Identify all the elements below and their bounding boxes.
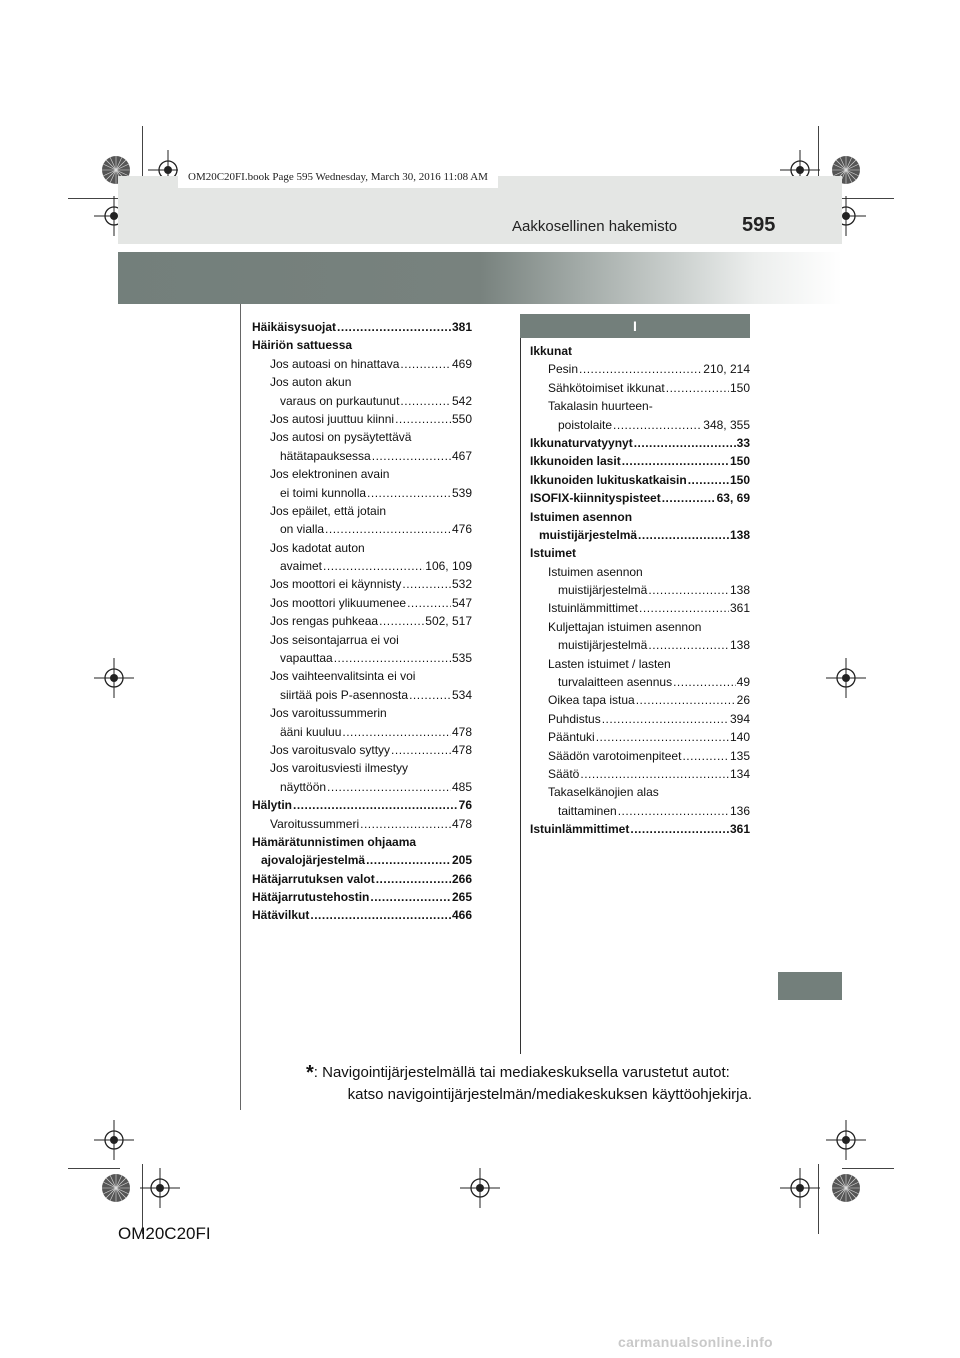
index-entry-text: Takaselkänojien alas [548, 785, 659, 800]
dot-leader [639, 599, 729, 617]
index-entry [252, 704, 472, 722]
dot-leader [310, 906, 451, 924]
index-entry [252, 741, 472, 759]
index-entry-page: 478 [451, 816, 472, 831]
dot-leader [370, 888, 451, 906]
dot-leader [662, 489, 716, 507]
section-tab [778, 972, 842, 1000]
index-entry [252, 410, 472, 428]
index-entry-text: Jos rengas puhkeaa [270, 614, 379, 629]
section-title: Aakkosellinen hakemisto [512, 218, 678, 235]
index-entry-text: vapauttaa [280, 651, 333, 666]
registration-mark-icon [780, 1168, 820, 1208]
dot-leader [293, 796, 458, 814]
dot-leader [337, 318, 451, 336]
index-entry-text: Pääntuki [548, 730, 595, 745]
index-entry-text: Istuinlämmittimet [530, 822, 630, 837]
index-entry-text: Ikkunoiden lukituskatkaisin [530, 472, 687, 487]
index-entry-text: Sähkötoimiset ikkunat [548, 380, 665, 395]
starburst-mark-icon [96, 1168, 136, 1208]
index-entry [252, 815, 472, 833]
index-entry-text: Hätävilkut [252, 908, 310, 923]
index-entry [252, 336, 472, 354]
index-entry-text: ISOFIX-kiinnityspisteet [530, 491, 661, 506]
index-entry [530, 563, 750, 581]
index-entry-page: 138 [729, 638, 750, 653]
book-info-line: OM20C20FI.book Page 595 Wednesday, March 30, 2016 11:08 AM [178, 166, 498, 188]
index-entry [252, 575, 472, 593]
registration-mark-icon [826, 1120, 866, 1160]
dot-leader [630, 820, 729, 838]
index-entry-text: Puhdistus [548, 711, 601, 726]
index-entry [530, 434, 750, 452]
index-entry-text: Pesin [548, 362, 579, 377]
model-code: OM20C20FI [118, 1224, 211, 1243]
index-entry-text: Ikkunoiden lasit [530, 454, 621, 469]
index-entry-text: ääni kuuluu [280, 724, 342, 739]
index-entry [530, 360, 750, 378]
dot-leader [402, 575, 451, 593]
index-column-left [252, 318, 472, 925]
index-entry-text: Jos vaihteenvalitsinta ei voi [270, 669, 416, 684]
index-entry-text: Säädön varotoimenpiteet [548, 748, 682, 763]
index-entry-text: Istuimen asennon [530, 509, 633, 524]
index-entry-page: 33 [736, 435, 750, 450]
index-entry-page: 150 [729, 472, 750, 487]
dot-leader [379, 612, 424, 630]
index-entry-text: Säätö [548, 766, 580, 781]
index-entry-text: avaimet [280, 559, 323, 574]
index-entry-page: 49 [736, 675, 750, 690]
index-entry-text: Häikäisysuojat [252, 319, 337, 334]
index-entry-text: Häiriön sattuessa [252, 338, 353, 353]
index-entry-text: Takalasin huurteen- [548, 399, 653, 414]
index-entry-text: Ikkunat [530, 344, 573, 358]
index-entry-page: 478 [451, 742, 472, 757]
dot-leader [666, 379, 729, 397]
index-entry [252, 759, 472, 777]
dot-leader [323, 557, 424, 575]
page-number: 595 [742, 214, 776, 236]
index-entry [530, 508, 750, 526]
index-entry-text: on vialla [280, 522, 325, 537]
index-entry [530, 489, 750, 507]
index-entry-text: ei toimi kunnolla [280, 485, 367, 500]
dot-leader [673, 673, 736, 691]
dot-leader [409, 686, 451, 704]
registration-mark-icon [826, 658, 866, 698]
index-entry-page: 361 [729, 601, 750, 616]
dot-leader [391, 741, 451, 759]
index-entry-page: 467 [451, 448, 472, 463]
registration-mark-icon [460, 1168, 500, 1208]
index-entry-page: 134 [729, 766, 750, 781]
index-column-right [530, 342, 750, 839]
dot-leader [366, 851, 451, 869]
index-entry [252, 833, 472, 851]
site-watermark: carmanualsonline.info [618, 1334, 773, 1350]
dot-leader [342, 723, 451, 741]
index-entry-page: 550 [451, 411, 472, 426]
index-entry-text: Jos varoitusviesti ilmestyy [270, 761, 409, 776]
index-entry-page: 76 [458, 798, 472, 813]
index-entry-text: poistolaite [558, 417, 613, 432]
index-entry [252, 520, 472, 538]
starburst-mark-icon [826, 1168, 866, 1208]
index-entry-text: muistijärjestelmä [558, 638, 648, 653]
index-entry-text: siirtää pois P-asennosta [280, 687, 409, 702]
dot-leader [648, 636, 729, 654]
index-entry-page: 348, 355 [703, 417, 750, 432]
index-entry [252, 539, 472, 557]
index-entry-text: Ikkunaturvatyynyt [530, 435, 633, 450]
index-entry-text: Jos epäilet, että jotain [270, 503, 387, 518]
dot-leader [407, 594, 451, 612]
dot-leader [638, 526, 729, 544]
index-entry [530, 765, 750, 783]
index-entry-text: varaus on purkautunut [280, 393, 400, 408]
index-entry [252, 888, 472, 906]
dot-leader [579, 360, 702, 378]
index-entry [252, 723, 472, 741]
index-entry [252, 907, 472, 925]
index-entry [252, 465, 472, 483]
index-entry [530, 599, 750, 617]
index-entry-page: 381 [451, 319, 472, 334]
index-entry-text: Hätäjarrutustehostin [252, 890, 370, 905]
index-entry-text: Hämärätunnistimen ohjaama [252, 834, 417, 849]
index-entry-page: 469 [451, 356, 472, 371]
index-entry-page: 138 [729, 583, 750, 598]
dot-leader [334, 649, 451, 667]
dot-leader [602, 710, 729, 728]
registration-mark-icon [94, 1120, 134, 1160]
index-entry-text: Istuimen asennon [548, 564, 643, 579]
index-entry-page: 135 [729, 748, 750, 763]
index-entry [530, 655, 750, 673]
index-entry-text: Kuljettajan istuimen asennon [548, 619, 702, 634]
index-entry-text: Istuimet [530, 546, 577, 561]
index-entry-page: 476 [451, 522, 472, 537]
index-entry [530, 618, 750, 636]
column-divider [520, 338, 521, 1054]
index-entry [530, 526, 750, 544]
index-entry-text: Hätäjarrutuksen valot [252, 871, 375, 886]
index-entry [530, 636, 750, 654]
index-entry-page: 539 [451, 485, 472, 500]
index-entry-text: Jos moottori ei käynnisty [270, 577, 402, 592]
footnote [306, 1062, 752, 1105]
index-entry [252, 557, 472, 575]
index-entry-text: Jos varoitusvalo syttyy [270, 742, 391, 757]
dot-leader [613, 416, 702, 434]
header-gradient-bar [118, 252, 842, 304]
index-entry [530, 728, 750, 746]
dot-leader [618, 802, 729, 820]
index-entry [530, 691, 750, 709]
index-entry-page: 210, 214 [703, 362, 750, 377]
index-entry [530, 802, 750, 820]
index-entry-text: Jos auton akun [270, 375, 352, 390]
index-entry-page: 394 [729, 711, 750, 726]
index-entry [252, 594, 472, 612]
index-entry-page: 106, 109 [425, 559, 472, 574]
index-entry [252, 428, 472, 446]
index-entry-page: 140 [729, 730, 750, 745]
index-entry-text: hätätapauksessa [280, 448, 371, 463]
index-entry-text: Oikea tapa istua [548, 693, 635, 708]
index-entry [252, 686, 472, 704]
letter-header: I [520, 314, 750, 338]
index-entry-page: 547 [451, 595, 472, 610]
index-entry-text: turvalaitteen asennus [558, 675, 673, 690]
index-entry [530, 471, 750, 489]
index-entry-text: Hälytin [252, 798, 293, 813]
dot-leader [596, 728, 729, 746]
index-entry-text: Jos autosi on pysäytettävä [270, 430, 412, 445]
index-entry [252, 392, 472, 410]
index-entry-text: muistijärjestelmä [558, 583, 648, 598]
dot-leader [327, 778, 451, 796]
index-entry-text: Jos varoitussummerin [270, 706, 387, 721]
dot-leader [636, 691, 736, 709]
dot-leader [367, 484, 451, 502]
index-entry-page: 136 [729, 803, 750, 818]
index-entry-text: Varoitussummeri [270, 816, 360, 831]
index-entry [530, 747, 750, 765]
index-entry-page: 535 [451, 651, 472, 666]
dot-leader [376, 870, 451, 888]
dot-leader [682, 747, 729, 765]
index-entry-page: 138 [729, 527, 750, 542]
index-entry [530, 379, 750, 397]
index-entry-page: 485 [451, 779, 472, 794]
index-entry-page: 150 [729, 380, 750, 395]
index-entry-page: 266 [451, 871, 472, 886]
dot-leader [634, 434, 736, 452]
index-entry-page: 361 [729, 822, 750, 837]
index-entry [252, 851, 472, 869]
index-entry [252, 778, 472, 796]
index-entry [530, 452, 750, 470]
index-entry [252, 870, 472, 888]
index-entry [252, 796, 472, 814]
index-entry-page: 265 [451, 890, 472, 905]
index-entry-text: Jos seisontajarrua ei voi [270, 632, 399, 647]
index-entry [252, 502, 472, 520]
index-entry [530, 544, 750, 562]
index-entry [252, 447, 472, 465]
index-entry [252, 355, 472, 373]
index-entry-text: Jos kadotat auton [270, 540, 365, 555]
index-entry-text: näyttöön [280, 779, 327, 794]
index-entry-text: taittaminen [558, 803, 617, 818]
dot-leader [325, 520, 451, 538]
footnote-star: * [306, 1062, 314, 1084]
index-entry-page: 542 [451, 393, 472, 408]
index-entry [252, 612, 472, 630]
dot-leader [622, 452, 729, 470]
index-entry-text: muistijärjestelmä [539, 527, 638, 542]
index-entry [252, 484, 472, 502]
index-entry [252, 373, 472, 391]
dot-leader [400, 392, 451, 410]
index-entry [530, 673, 750, 691]
index-entry [530, 397, 750, 415]
index-entry-page: 478 [451, 724, 472, 739]
index-entry-page: 502, 517 [425, 614, 472, 629]
index-entry-text: Jos moottori ylikuumenee [270, 595, 407, 610]
index-entry-text: ajovalojärjestelmä [261, 853, 366, 868]
index-entry-page: 26 [736, 693, 750, 708]
dot-leader [400, 355, 451, 373]
index-entry-page: 466 [451, 908, 472, 923]
index-entry [530, 710, 750, 728]
index-entry [252, 631, 472, 649]
index-entry-page: 532 [451, 577, 472, 592]
dot-leader [648, 581, 729, 599]
registration-mark-icon [94, 658, 134, 698]
index-entry-text: Istuinlämmittimet [548, 601, 639, 616]
index-entry-text: Jos elektroninen avain [270, 467, 390, 482]
dot-leader [395, 410, 451, 428]
index-entry-text: Lasten istuimet / lasten [548, 656, 671, 671]
index-entry-page: 205 [451, 853, 472, 868]
footnote-line-1: : Navigointijärjestelmällä tai mediakeskuksella varustetut autot: [313, 1064, 730, 1081]
index-entry [530, 581, 750, 599]
index-entry-text: Jos autoasi on hinattava [270, 356, 400, 371]
index-entry [530, 783, 750, 801]
dot-leader [580, 765, 729, 783]
dot-leader [688, 471, 729, 489]
dot-leader [360, 815, 451, 833]
index-entry [530, 820, 750, 838]
index-entry-text: Jos autosi juuttuu kiinni [270, 411, 395, 426]
registration-mark-icon [140, 1168, 180, 1208]
index-entry-page: 63, 69 [716, 491, 750, 506]
footnote-line-2: katso navigointijärjestelmän/mediakeskuksen käyttöohjekirja. [347, 1086, 752, 1103]
index-entry [530, 342, 750, 360]
dot-leader [372, 447, 451, 465]
index-entry-page: 150 [729, 454, 750, 469]
index-entry [252, 318, 472, 336]
index-entry [252, 667, 472, 685]
index-entry-page: 534 [451, 687, 472, 702]
index-entry [530, 416, 750, 434]
index-entry [252, 649, 472, 667]
